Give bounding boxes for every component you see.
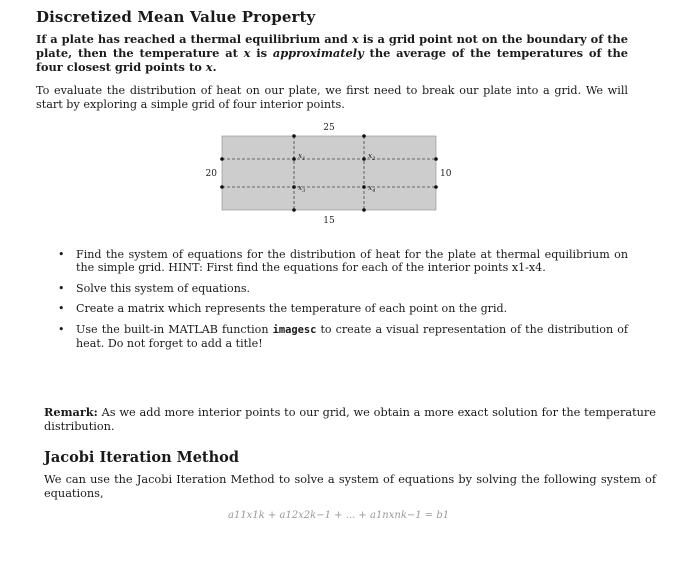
remark-text: As we add more interior points to our grid, we obtain a more exact solution for the temperature distribution. xyxy=(44,406,656,433)
theorem-text-4: the average of the temperatures of the four closest grid points to xyxy=(36,46,628,74)
remark-paragraph xyxy=(44,405,656,434)
list-item-text: Use the built-in MATLAB function xyxy=(76,322,273,336)
right-temperature: 10 xyxy=(440,169,452,179)
bullet-dot: • xyxy=(58,302,65,316)
bullet-dot: • xyxy=(58,248,65,261)
point-label-x4: $x_4$ xyxy=(368,183,376,194)
boundary-point xyxy=(292,208,296,212)
intro-paragraph: To evaluate the distribution of heat on our plate, we first need to break our plate into a grid. We will start by exploring a simple grid of four interior points. xyxy=(36,84,628,111)
jacobi-paragraph: We can use the Jacobi Iteration Method to solve a system of equations by solving the following system of equations, xyxy=(44,473,656,500)
left-temperature: 20 xyxy=(205,169,217,179)
theorem-var-x: x xyxy=(243,46,251,60)
theorem-text-5: . xyxy=(212,60,217,74)
boundary-point xyxy=(220,157,224,161)
theorem-text-2: is a grid point not on the boundary of the plate, then the temperature at xyxy=(36,32,628,60)
boundary-point xyxy=(220,185,224,189)
interior-point-x1 xyxy=(292,157,296,161)
theorem-var-x: x xyxy=(205,60,213,74)
theorem-text-3: is xyxy=(250,46,273,60)
list-item xyxy=(58,248,628,275)
section-title: Discretized Mean Value Property xyxy=(36,8,316,26)
list-item-text: Solve this system of equations. xyxy=(76,281,251,295)
boundary-point xyxy=(362,208,366,212)
list-item-text: to create a visual representation of the distribution of heat. Do not forget to add a title! xyxy=(76,322,628,351)
boundary-point xyxy=(434,185,438,189)
theorem-emphasis: approximately xyxy=(272,46,364,60)
interior-point-x2 xyxy=(362,157,366,161)
equation: a11x1k + a12x2k−1 + ... + a1nxnk−1 = b1 xyxy=(228,510,450,521)
remark-label: Remark: xyxy=(44,405,98,419)
bullet-dot: • xyxy=(58,322,65,336)
boundary-point xyxy=(362,134,366,138)
theorem-text-1: If a plate has reached a thermal equilibrium and xyxy=(36,32,352,46)
jacobi-title: Jacobi Iteration Method xyxy=(44,449,239,466)
list-item-text: Create a matrix which represents the temperature of each point on the grid. xyxy=(76,302,508,316)
task-list xyxy=(58,248,628,357)
plate-rect xyxy=(222,136,436,210)
interior-point-x4 xyxy=(362,185,366,189)
theorem-statement xyxy=(36,32,628,74)
point-label-x1: $x_1$ xyxy=(298,151,306,162)
theorem-var-x: x xyxy=(351,32,359,46)
top-temperature: 25 xyxy=(323,123,335,133)
list-item-text: Find the system of equations for the distribution of heat for the plate at thermal equilibrium on the simple grid. HINT: First find the equations for each of the interior points x1-x4. xyxy=(76,248,628,275)
boundary-point xyxy=(434,157,438,161)
code-function-name: imagesc xyxy=(272,323,317,336)
list-item xyxy=(58,323,628,351)
bullet-dot: • xyxy=(58,281,65,295)
boundary-point xyxy=(292,134,296,138)
interior-point-x3 xyxy=(292,185,296,189)
list-item xyxy=(58,302,628,315)
point-label-x2: $x_2$ xyxy=(368,151,376,162)
grid-figure xyxy=(196,118,466,230)
point-label-x3: $x_3$ xyxy=(298,183,306,194)
bottom-temperature: 15 xyxy=(323,216,335,226)
list-item xyxy=(58,282,628,295)
